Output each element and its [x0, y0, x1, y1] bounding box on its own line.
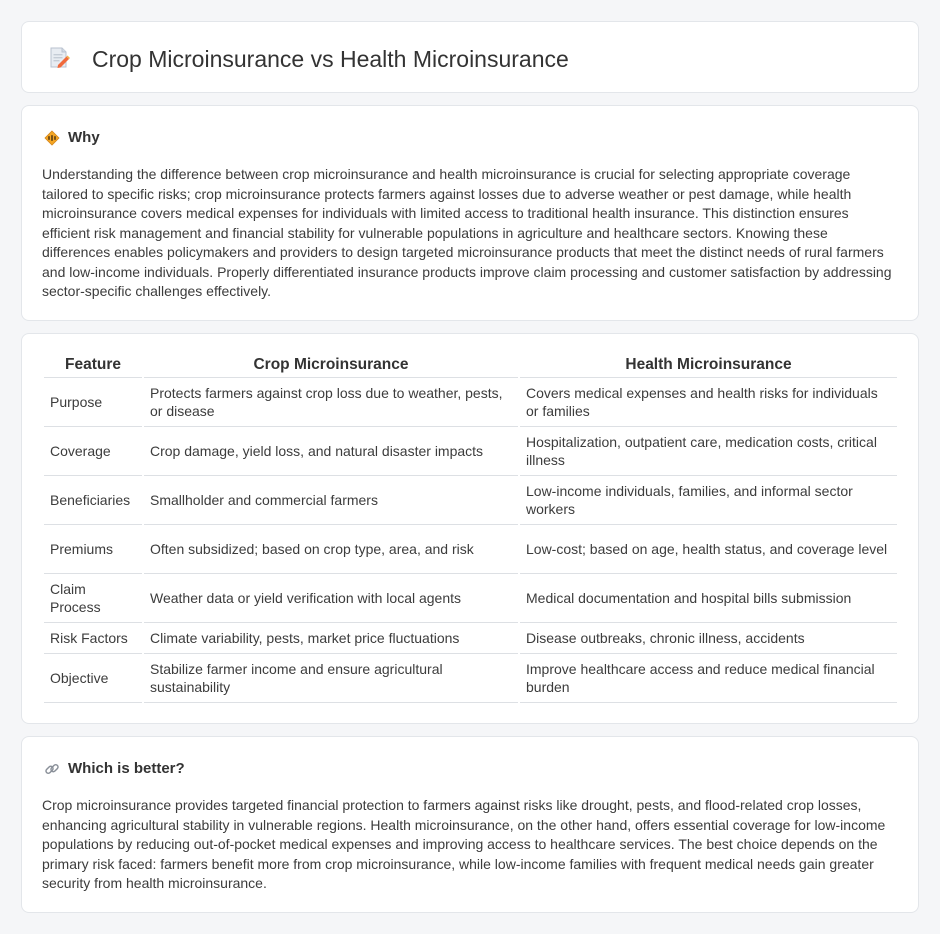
feature-cell: Coverage	[44, 427, 142, 476]
table-row	[44, 427, 897, 476]
feature-cell: Claim Process	[44, 574, 142, 623]
better-text: Crop microinsurance provides targeted financial protection to farmers against risks like drought, pests, and flood-related crop losses, enhancing agricultural stability in vulnerable regions. Health microinsurance, on the other hand, offers essential coverage for low-income populations by reducing out-of-pocket medical expenses and improving access to healthcare services. The best choice depends on the primary risk faced: farmers benefit more from crop microinsurance, while low-income families with frequent medical needs gain greater security from health microinsurance.	[42, 797, 886, 891]
why-text: Understanding the difference between crop microinsurance and health microinsurance is crucial for selecting appropriate coverage tailored to specific risks; crop microinsurance protects farmers against losses due to adverse weather or pest damage, while health microinsurance covers medical expenses for individuals with limited access to traditional health insurance. This distinction ensures efficient risk management and financial stability for vulnerable populations in agriculture and healthcare sectors. Knowing these differences enables policymakers and providers to design targeted microinsurance products that meet the distinct needs of rural farmers and low-income individuals. Properly differentiated insurance products improve claim processing and customer satisfaction by addressing sector-specific challenges effectively.	[42, 166, 892, 299]
crop-cell: Protects farmers against crop loss due to weather, pests, or disease	[144, 378, 518, 427]
better-heading: Which is better?	[68, 760, 185, 777]
health-cell: Improve healthcare access and reduce medical financial burden	[520, 654, 897, 703]
feature-cell: Purpose	[44, 378, 142, 427]
crop-cell: Crop damage, yield loss, and natural disaster impacts	[144, 427, 518, 476]
which-is-better-section	[21, 736, 919, 913]
header-feature: Feature	[44, 354, 142, 378]
table-row	[44, 476, 897, 525]
feature-cell: Premiums	[44, 525, 142, 574]
crop-cell: Stabilize farmer income and ensure agricultural sustainability	[144, 654, 518, 703]
feature-cell: Beneficiaries	[44, 476, 142, 525]
table-row	[44, 525, 897, 574]
health-cell: Covers medical expenses and health risks for individuals or families	[520, 378, 897, 427]
diamond-warning-icon	[44, 130, 60, 146]
health-cell: Medical documentation and hospital bills submission	[520, 574, 897, 623]
why-section	[21, 105, 919, 321]
crop-cell: Climate variability, pests, market price fluctuations	[144, 623, 518, 654]
health-cell: Low-income individuals, families, and informal sector workers	[520, 476, 897, 525]
table-row	[44, 378, 897, 427]
crop-cell: Often subsidized; based on crop type, area, and risk	[144, 525, 518, 574]
table-header-row	[44, 354, 897, 378]
page-title: Crop Microinsurance vs Health Microinsurance	[92, 46, 569, 72]
header-health: Health Microinsurance	[520, 354, 897, 378]
table-row	[44, 654, 897, 703]
comparison-table	[42, 354, 899, 703]
health-cell: Low-cost; based on age, health status, and coverage level	[520, 525, 897, 574]
crop-cell: Weather data or yield verification with local agents	[144, 574, 518, 623]
health-cell: Disease outbreaks, chronic illness, accidents	[520, 623, 897, 654]
link-icon	[44, 761, 60, 777]
feature-cell: Objective	[44, 654, 142, 703]
comparison-section	[21, 333, 919, 724]
why-heading: Why	[68, 129, 100, 146]
table-row	[44, 623, 897, 654]
title-card	[21, 21, 919, 93]
header-crop: Crop Microinsurance	[144, 354, 518, 378]
table-row	[44, 574, 897, 623]
crop-cell: Smallholder and commercial farmers	[144, 476, 518, 525]
document-pencil-icon	[48, 46, 70, 70]
feature-cell: Risk Factors	[44, 623, 142, 654]
health-cell: Hospitalization, outpatient care, medication costs, critical illness	[520, 427, 897, 476]
